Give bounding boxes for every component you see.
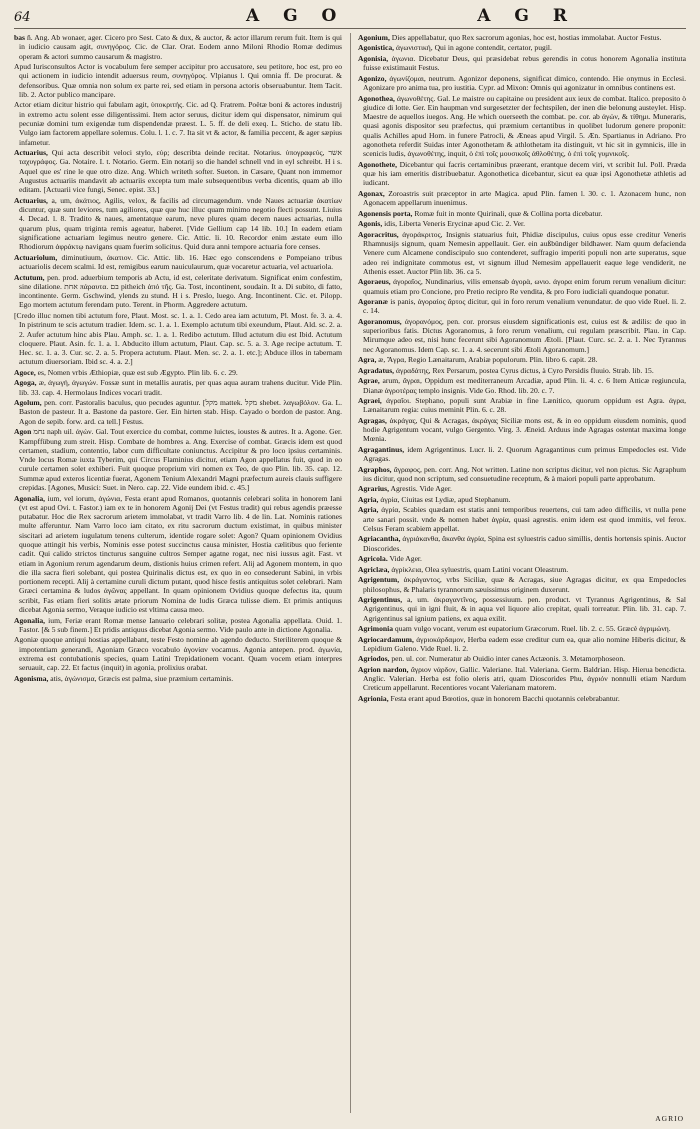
entry-lemma: Agonothete, — [358, 159, 398, 169]
entry-text: ἀγρία, Scabies quædam est statis anni temporibus reuertens, cui tam adeo difficilis, vt nulla pene arte sanari possit. vnde & nomen habet ἀγρία, quasi agrestis. enim idem est quod immitis, vel ferox. Celsus Feram scabiem appellat. — [363, 505, 686, 533]
left-column — [14, 33, 342, 1113]
entry-lemma: bas — [14, 33, 25, 42]
entry-lemma: Agonalia, — [14, 493, 46, 503]
entry-lemma: Agriodos, — [358, 654, 390, 664]
running-head-right: A G R — [477, 6, 576, 26]
entry-lemma: Agrion nardon, — [358, 664, 409, 674]
entry-text: ἄγριον νάρδον, Gallic. Valeriane. Ital. Valeriana. Germ. Baldrian. Hisp. Hierua bencdicta. Anglic. Valerian. Herba est folio oleris atri, quam Dioscorides Phu, ἀγριόν nonnulli etiam Nardum Creticum appellarunt. Recentiores vocant Valerianam matorem. — [363, 664, 686, 693]
entry-lemma: Agolum, — [14, 398, 42, 408]
dictionary-entry — [358, 277, 686, 296]
entry-lemma: Actuarius, — [14, 195, 48, 205]
entry-lemma: Agonax, — [358, 188, 385, 198]
dictionary-entry — [14, 62, 342, 99]
entry-lemma: Agoga, — [14, 378, 37, 388]
dictionary-entry — [14, 100, 342, 146]
entry-text: ἀκράγαντος, vrbs Siciliæ, quæ & Acragas, siue Agragas dicitur, ex qua Empedocles philosophus, & Phalaris tyrannorum sæuissimus originem duxerunt. — [363, 575, 686, 594]
dictionary-entry — [14, 674, 342, 683]
dictionary-entry — [358, 94, 686, 159]
entry-lemma: Agonizo, — [358, 73, 387, 83]
entry-text: pen. ul. cor. Numeratur ab Ouidio inter canes Actæonis. 3. Metamorphoseon. — [391, 654, 626, 664]
entry-lemma: Agriclæa, — [358, 564, 390, 574]
entry-text: idem Agrigentinus. Lucr. li. 2. Quorum Agragantinus cum primus Empedocles est. Vide Agragas. — [363, 444, 686, 464]
dictionary-entry — [358, 654, 686, 663]
dictionary-entry — [358, 74, 686, 93]
dictionary-entry — [358, 297, 686, 316]
dictionary-entry — [14, 398, 342, 426]
dictionary-entry — [14, 635, 342, 672]
dictionary-entry — [358, 624, 686, 633]
entry-text: נחמ naph uil. ἀγών. Gal. Tout exercice du combat, comme luictes, ioustes & autres. It a. Agone. Ger. Kampffübung zum streit. Hisp. Combate de hombres a. Ang. Exercise of combat. Græcis idem est quod certamen, stadium, contentio, labor cum difficultate coniunctus. Accipitur & pro loco ipsius certaminis. Vnde locus Romæ iuxta Tyberim, qui Circus Flaminius dicitur, etiam Agon appellatus fuit, quod in eo curule certamen solet exhiberi. Fuit quoque proprium viri nomen ex Teo, de quo Plin. lib. 35. cap. 12. Summæ apud exteros licentiæ fuerat, Agonem Tenium Alexandri Magni præfectum aureis clauis suffigere crepidas. [Agones, Musici: Suet. in Nero. cap. 22. Vide eundem ibid. c. 45.] — [19, 427, 342, 493]
entry-text: ἀγορανόμος, pen. cor. prorsus eiusdem significationis est, cuius est & ædilis: de quo in superioribus fatis. Dictus Agoranomus, à foro rerum venalium, cui regulam præscribit. Plau. in Cap. Mirumque adeo est, nisi hunc fecerunt sibi Agoranomum Ætoli. [Plaut. Curc. sc. 2. a. 1. Nec Tyrannus nec Agoranomus. Idem Cap. sc. 1. a. 4. secerunt sibi Ætoli Agoranomum.] — [363, 316, 686, 354]
entry-text: [Credo illuc nomen tibi actutum fore, Plaut. Most. sc. 1. a. 1. Cedo area iam actutum, Pl. Most. fe. 3. a. 4. In pistrinum te scis actutum tradier. Idem. sc. 1. a. 1. Exemplo actutum tibi exeundum, Plaut. Ald. sc. 2. a. 2. Aufer actutum hinc abis Plau. Amph. sc. 1. a. 1. Redibo actutum. Illud actutum diu est Ibid. Actutum cloquere. Plaut. Asin. fc. 1. a. 1. Abducito illum actutum, Plaut. Cap. sc. 5. a. 3. Age recipe actutum. T. Hec. sc. 1. a. 3. Cur. sc. 2. a. 5. Propera actutum. Plaut. Men. sc. 2. a. 1. etc.]; Abduce illos in tabernam actutum diuersoriam. Ibid sc. 4. a. 2.] — [14, 310, 342, 367]
dictionary-entry — [14, 33, 342, 61]
entry-text: pen. prod. aduerbium temporis ab Actu, id est, celeritate derivatum. Significat enim confestim, sine dilatione. אחת πάραυτα. בם pitheich ἀπό τῆς. Ga. Tost, incontinent, soudain. It a. Di subito, di fatto, incontinente. Germ. Gschwind, ylends zu stund. H i s. Preslo, luego. Ang. Incontinent. Cic. et. Pilopp. Ego mortem actutum ferendam puto. Terent. in Phorm. Aggredere actutum. — [19, 272, 342, 310]
dictionary-entry — [14, 427, 342, 492]
entry-lemma: Agria, — [358, 494, 379, 504]
entry-text: Dies appellabatur, quo Rex sacrorum agonias, hoc est, hostias immolabat. Auctor Festus. — [391, 33, 662, 42]
entry-text: ium, Feriæ erant Romæ mense Ianuario celebrari solitæ, postea Agonalia appellata. Ouid. 1. Fastor. [& 5 sub finem.] Et pridis antiquus dicebat Agonia sermo. Vide paulo ante in dictione Agonalia. — [19, 615, 342, 634]
two-column-body — [14, 33, 686, 1113]
entry-text: ἀγωνίζομαι, neutrum. Agonizor deponens, significat dimico, contendo. Hie onymus in Ecclesi. Agonizare pro anima tua, pro iustitia. Cypr. ad Mixon: Omnis qui agonizatur in omnibus continens est. — [363, 73, 686, 93]
entry-lemma: Agraphos, — [358, 464, 392, 474]
entry-lemma: Agradatus, — [358, 365, 395, 375]
entry-lemma: Agrimonia — [358, 624, 394, 634]
dictionary-entry — [358, 43, 686, 52]
entry-text: ἄγραφος, pen. corr. Ang. Not written. Latine non scriptus dicitur, vel non pictus. Sic Agraphum ius dicitur, quod non scriptum, sed consuetudine receptum, & à maiori populi parte approbatum. — [363, 464, 686, 483]
entry-text: ἀγρία, Ciuitas est Lydiæ, apud Stephanum. — [380, 494, 511, 504]
entry-text: ἀγριοκάρδαμον, Herba eadem esse creditur cum ea, quæ alio nomine Hiberis dicitur, & Lepidium Galeno. Vide Ruel. li. 2. — [363, 634, 686, 653]
entry-text: ñ. Ang. Ab wonaer, ager. Cicero pro Sest. Cato & dux, & auctor, & actor illarum rerum fuit. Item is qui in iudicio causam agit, συνηγόρος. Cic. de Clar. Orat. Eodem anno Miloni Rhodio Romæ dedimus operam & actori summo causarum & magistro. — [19, 33, 342, 61]
dictionary-entry — [14, 273, 342, 310]
dictionary-entry — [14, 148, 342, 194]
entry-lemma: Agraei, — [358, 395, 382, 405]
dictionary-entry — [358, 505, 686, 533]
entry-text: a, um, ἀκάτιος, Agilis, velox, & facilis ad circumagendum. vnde Naues actuariæ ἀκατίων dicuntur, quæ sunt leviores, tum agiliores, quæ que huc illuc quam minimo negotio flecti possunt. Liuius 4. Decad. l. 8. Tradito & naues, amentatque earum, neve plures quam decem naues actuarias, nulla quarum plus, quam triginta remis ageatur, haberet. [Vide Gellium cap 14 lib. 10.] In eadem etiam significatione actuariam legimus neutro genere. Cic. Attic. li. 10. Recordor enim æstate eum illo Rhodiorum ἀφράκτῳ navigans quam fuerim solicitus. Quid dura anni tempore actuaria fore censes. — [19, 195, 342, 252]
entry-lemma: Agrarius, — [358, 484, 390, 494]
entry-text: ἀγριάκανθα, ἄκανθα ἀγρία, Spina est syluestris caduo simillis, dentis hortensis spinis. Auctor Dioscorides. — [363, 534, 686, 553]
dictionary-entry — [14, 616, 342, 635]
entry-text: is panis, ἀγοραίος ἄρτος dicitur, qui in foro rerum venalium venundatur. de quo vide Ruel. li. 2. c. 14. — [363, 297, 686, 316]
entry-text: a, um. ἀκραγαντῖνος, possessiuum. pen. product. vt Tyrannus Agrigentinus, & Sal Agrigentinus, qui in igni fluit, & in aqua vel liquore alio crepitat, quali torreatur. Plin. lib. 31. cap. 7. Agrigentinus sal ignium patiens, ex aqua exilit. — [363, 594, 686, 623]
entry-text: es, Nomen vrbis Æthiopiæ, quæ est sub Ægypto. Plin lib. 6. c. 29. — [37, 367, 238, 377]
dictionary-entry — [14, 368, 342, 377]
dictionary-entry — [358, 565, 686, 574]
entry-text: arum, ἄγραι, Oppidum est mediterraneum Arcadiæ, apud Plin. li. 4. c. 6 Item Atticæ regiuncula, Dianæ ἀγροτέρας templo insignis. Vide Go. Rhod. lib. 20. c. 7. — [363, 376, 686, 395]
dictionary-entry — [358, 219, 686, 228]
entry-lemma: Agriocardamum, — [358, 634, 414, 644]
dictionary-entry — [358, 396, 686, 415]
dictionary-entry — [358, 465, 686, 484]
entry-text: atis, ἀγώνισμα, Græcis est palma, siue præmium certaminis. — [50, 673, 234, 683]
dictionary-entry — [358, 33, 686, 42]
entry-lemma: Agrionia, — [358, 693, 389, 703]
entry-lemma: Agrigentum, — [358, 575, 400, 585]
entry-text: Vide Ager. — [389, 554, 422, 564]
dictionary-entry — [358, 595, 686, 623]
entry-text: ἀγωνια. Dicebatur Deus, qui præsidebat rebus gerendis in cotus honorem Agonalia instituta fuisse existimauit Festus. — [363, 53, 686, 73]
catchword: AGRIO — [655, 1114, 684, 1123]
entry-lemma: Agoce, — [14, 367, 36, 377]
entry-lemma: Actutum, — [14, 272, 45, 282]
dictionary-entry — [14, 196, 342, 252]
column-divider — [350, 33, 351, 1113]
entry-lemma: Agrae, — [358, 376, 380, 386]
entry-text: Actor etiam dicitur histrio qui fabulam agit, ὑποκριτής. Cic. ad Q. Fratrem. Poëtæ boni & actores industrij in extremo actu solent esse diligentissimi. Item actor seruus, dicitur idem qui dispensator, nimirum qui pecuniæ domini tum exigendæ tum dispendendæ præest. L. 5. ff. de deli exeq. L. Sticho. de statu lib. Vulgo iam factorem appellare solemus. Colu. l. 1. c. 7. Ita sit vt & actor, & familia peccent, & ager sæpius infametur. — [14, 100, 342, 147]
entry-text: Qui acta describit veloci stylo, εὐρ; describta deinde recitat. Notarius. ὑπογραφεύς, אשר ταχυγράφος. Ga. Notaire. I. t. Notario. Germ. Ein notarij so die handel schnell vnd in eyl schreibt. H i s. Aquel que es' rine le que otro dize. Ang. Which writeth softer. Sueton. in Cæsare, Quant non immemor Augustus actuariis mandavit ab actuariis excepta tum male subsequentibus verba dicentis, quam ab illo editam. [Actuarii vice fungi, Senec. epist. 33.] — [19, 148, 342, 195]
dictionary-entry — [358, 366, 686, 375]
dictionary-entry — [358, 694, 686, 703]
entry-lemma: Agonis, — [358, 219, 383, 229]
dictionary-entry — [14, 378, 342, 397]
entry-lemma: Agoranomus, — [358, 316, 402, 326]
entry-lemma: Agoracritus, — [358, 229, 399, 239]
entry-lemma: Agragantinus, — [358, 444, 405, 454]
dictionary-entry — [358, 416, 686, 444]
entry-lemma: Agonothea, — [358, 93, 395, 103]
dictionary-entry — [358, 575, 686, 594]
dictionary-entry — [358, 160, 686, 188]
entry-text: æ, ἀγωγή, ἀγωγών. Fossæ sunt in metallis auratis, per quas aqua auram trahens ducitur. Vide Plin. lib. 33. cap. 4. Hermolaus Indices vocari tradit. — [19, 378, 342, 397]
entry-text: æ, Ἄγρα, Regio Lænaitarum, Arabiæ populorum. Plin. libro 6. capit. 28. — [378, 355, 598, 365]
dictionary-entry — [358, 209, 686, 218]
entry-text: ἀγραῖοι. Stephano, populi sunt Arabiæ in fine Lænitico, quorum oppidum est Agra. ἀγρα, Lænaitarum regia: cuius meminit Plin. 6. c. 28. — [363, 395, 686, 415]
entry-text: pen. corr. Pastoralis baculus, quo pecudes aguntur. [מקל mattek. מקל shebet. λαγωβόλον. Ga. L. Baston de pasteur. It a. Bastone da pastore. Ger. Ein hirten stab. Hisp. Cayado o bordon de pastor. Ang. Agon de sepib. forw. ard. ca tell.] Festus. — [19, 398, 342, 426]
entry-lemma: Actuarius, — [14, 148, 48, 158]
entry-text: Romæ fuit in monte Quirinali, quæ & Collina porta dicebatur. — [414, 208, 603, 218]
running-header — [14, 6, 686, 29]
entry-text: Festa erant apud Bœotios, quæ in honorem Bacchi quotannis celebrabantur. — [390, 693, 620, 703]
dictionary-entry — [358, 635, 686, 654]
running-head-left: A G O — [245, 6, 346, 26]
entry-text: Apud Iurisconsultos Actor is vocabulum fere semper accipitur pro accusatore, seu petitore, hoc est, pro eo qui actionem in iudicio intendit aduersus reum, συνηγόρος. Vlpianus l. Qui omnia ff. De procurat. & defensoribus. Quæ omnia non solum ex parte rei, sed etiam in persona actoris obseruabuntur. Item Tacit. lib. 2. Actor publico mancipare. — [14, 62, 342, 99]
dictionary-entry — [14, 311, 342, 367]
dictionary-entry — [358, 54, 686, 73]
entry-lemma: Agria, — [358, 505, 379, 515]
entry-lemma: Agonium, — [358, 33, 390, 42]
entry-text: ἀγραδάτης, Rex Persarum, postea Cyrus dictus, à Cyro Persidis fluuio. Strab. lib. 15. — [395, 365, 654, 375]
entry-text: diminutiuum, ἀκατιον. Cic. Attic. lib. 16. Hæc ego conscendens e Pompeiano tribus actuariolis decem scalmi. Id est, remigibus earum nauiculaurum, quæ vocaretur actuaria, vel actuariola. — [19, 252, 342, 272]
dictionary-entry — [358, 445, 686, 464]
dictionary-entry — [358, 495, 686, 504]
entry-lemma: Agriacantha, — [358, 534, 401, 544]
entry-text: ἀγωνοθέτης. Gal. Le maistre ou capitaine ou president aux ieux de combat. Italico. preposito ò giudice di lotte. Ger. Ein haupman vnd surgesetzter der fechtspilen, der inen die belonung austeylet. Hisp. Maestre de aquellos iuegos. Ang. He which ouerseeth the combat. pe. cor. ab ἀγών, & τίθημι. Muneraris, quasi agonis dispositor seu præfectus, qui præmium certantibus in quolibet ludorum genere proponit: qualis Achilles apud Hom. in funere Patrocli, & Æneas apud Virgil. 5. Æn. Spartianus in Adriano. Pro agonotheta referdit Suidas inter Agonothetam & athlothetam ita distinguit, vt hic sit in gymnicis, ille in scenicis ludis, ἀγωνοθέτης, inquit, ὁ ἐπὶ τοῖς μουσικοῖς ἀθλοθέτης, ὁ ἐπὶ τοῖς γυμνικοῖς. — [363, 93, 686, 159]
entry-lemma: Agoraeus, — [358, 277, 391, 287]
entry-lemma: Agra, — [358, 355, 377, 365]
dictionary-entry — [358, 355, 686, 364]
entry-lemma: Actuariolum, — [14, 252, 58, 262]
entry-text: Dicebantur qui facris certaminibus præerant, erantque decem viri, vt scribit Iul. Poll. Præda quæ his iam emeritis distribuebatur. Agonothetica dicebantur, sicut ea quæ ipsi Agonothetæ athletis ad iudicant. — [363, 159, 686, 188]
entry-text: Agoniæ quoque antiqui hostias appellabant, teste Festo nomine ab agendo deducto. Steriliterem quoque & impotentiam generandi, Agoniam Græco vocabulo ἀγονίαν vocamus. Agonia antepen. prod. ἀγωνία, extrema est contubationis species, quam Latini Trepidationem vocant. Quam vocem etiam interpres seruauit, cap. 22. Et factus (inquit) in agonia, prolixius orabat. — [14, 635, 342, 673]
entry-lemma: Agonensis porta, — [358, 208, 413, 218]
entry-text: Zoroastris suit præceptor in arte Magica. apud Plin. famen l. 30. c. 1. Azonacem hunc, non Agonacem appellarum inuenimus. — [363, 188, 686, 208]
page-number: 64 — [14, 10, 31, 25]
dictionary-entry — [358, 230, 686, 276]
dictionary-entry — [358, 665, 686, 693]
entry-text: ἀγρίκλεια, Olea syluestris, quam Latini vocant Oleastrum. — [391, 564, 569, 574]
entry-text: ἀκράγας, Qui & Acragas, ἀκράγας Siciliæ mons est, & in eo oppidum eiusdem nominis, quod hodie Agrigentum vocant, vulgo Gergento. Virg. 3. Æneid. Arduus inde Agragas ostentat maxima longe Mœnia. — [363, 415, 686, 444]
entry-text: Agrestis. Vide Ager. — [390, 484, 452, 494]
entry-lemma: Agonalia, — [14, 615, 46, 625]
dictionary-entry — [358, 534, 686, 553]
entry-text: quam vulgo vocant, verum est eupatorium Græcorum. Ruel. lib. 2. c. 55. Græcè ἀγριμώνη. — [394, 624, 671, 634]
entry-text: ium, vel iorum, ἀγώνια, Festa erant apud Romanos, quotannis celebrari solita in honorem Iani (vt est apud Ovi. t. Fastor.) iam ex te in honorem Agonij Dei (vt Festus tradit) qui rebus agendis præesse putabatur. Hoc die Rex sacrorum arietem immolabat, vt tradit Varro lib. 4 de lin. Lat. Nominis rationes multe afferuntur. Nam Varro loco iam citato, ex ritu sacrorum ductum existimat, in quibus minister siscitari ad arietem iugulatum tenens culterum, identide rogare solet: Agon? Quam opinionem Ovidius quoque attingit his verbis, Nominis esse potest succinctus causa minister, Hostia cælitibus quo feriente cadit. Qui calido strictos tincturus sanguine cultros Semper agatne rogat, nec nisi iussus agit. Fast. vt etiam in Agonium rerum agendarum deum, distionis huius crimen refert. Alij ad Agonem montem, in quo die illa sacra fieri solebant, qui postea Quirinalis dictus est, ex quo in eo consederunt Sabini, in vrbis portionem recepti. Alij à certamine curuli dictum putant, quod hisce festis antiquitus solet celebrari. Nam Græci certamina & ludos ἀγῶνας appellant. In quam opinionem Ovidius quoque defectus ita, quum scribit, Fas etiam fieri solitis ætate priorum Nomina de ludis Græca tulisse diem. Et primis antiquus dicebat Agonia sermo, Veraque iudicio est vltima causa meo. — [19, 493, 342, 615]
entry-lemma: Agrigentinus, — [358, 594, 403, 604]
entry-lemma: Agoranæ — [358, 297, 388, 307]
entry-text: ἀγωνιστική, Qui in agone contendit, certator, pugil. — [395, 43, 552, 53]
entry-text: ἀγοράκριτος, Insignis statuarius fuit, Phidiæ discipulus, cuius opus esse creditur Veneris Rhamnusijs signum, quam Nemesin appellauit. Ger. ein außbündiger bildhawer. Nam quum defacienda Venere cum Alcamene condiscipulo suo contenderet, suffragio imperiti populi non arte superatus, sque adeo rei indignitate commotus est, vt signum illud Nemesim appellauerit eaque lege vendiderit, ne Athenis esset. Auctor Plin lib. 36. ca 5. — [363, 229, 686, 276]
dictionary-entry — [358, 376, 686, 395]
entry-lemma: Agonisia, — [358, 53, 389, 63]
entry-text: idis, Liberta Veneris Erycinæ apud Cic. 2. Ver. — [384, 219, 525, 229]
dictionary-entry — [14, 253, 342, 272]
entry-lemma: Agricola. — [358, 554, 388, 564]
entry-text: ἀγοραῖος, Nundinarius, vilis emensab ἀγορὰ, ωνιο. ἀγορα enim forum rerum venalium dicitur: quamuis etiam pro Concione, pro Pretio recipro Re vendita, & pro Foro iudiciali quandoque ponatur. — [363, 277, 686, 296]
entry-lemma: Agragas, — [358, 415, 387, 425]
entry-lemma: Agonistica, — [358, 43, 395, 53]
right-column — [358, 33, 686, 1113]
entry-lemma: Agon — [14, 427, 32, 437]
dictionary-entry — [358, 317, 686, 354]
dictionary-entry — [14, 494, 342, 615]
entry-lemma: Agonisma, — [14, 673, 49, 683]
dictionary-entry — [358, 189, 686, 208]
dictionary-entry — [358, 554, 686, 563]
dictionary-entry — [358, 484, 686, 493]
